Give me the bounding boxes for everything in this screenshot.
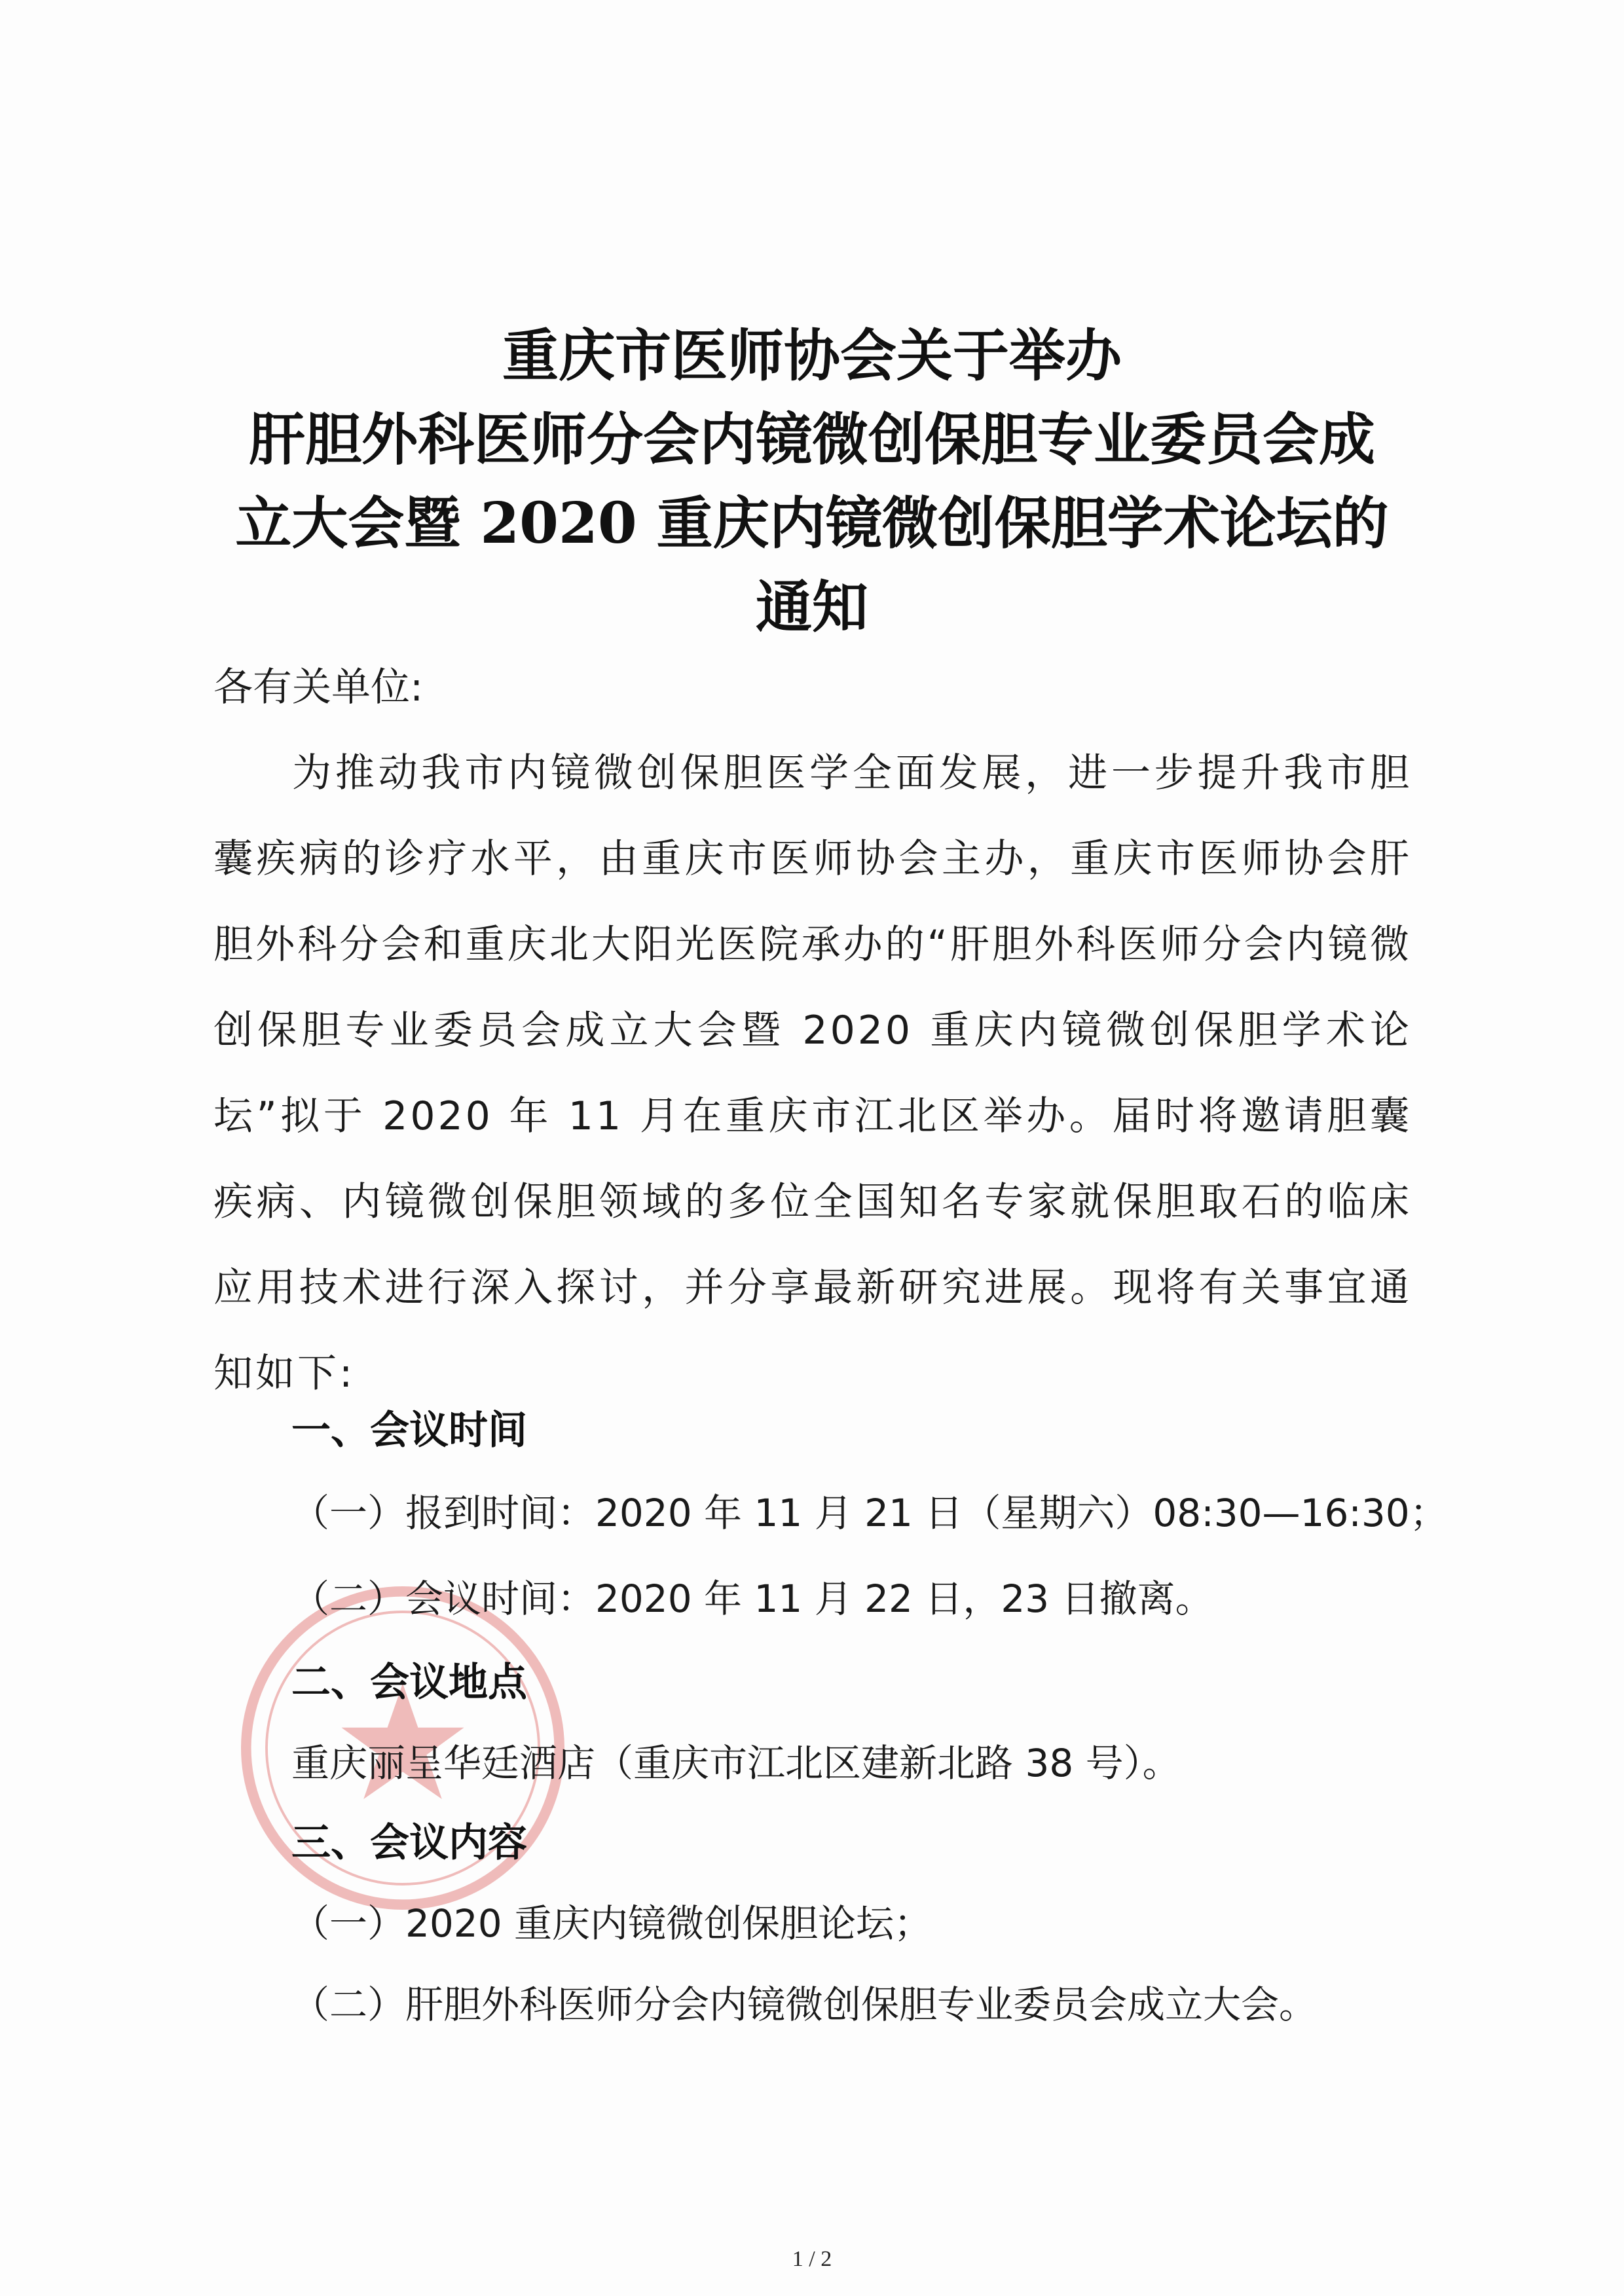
section-item-forum: （一）2020 重庆内镜微创保胆论坛； bbox=[291, 1901, 932, 1946]
salutation: 各有关单位: bbox=[213, 665, 424, 710]
section-item-venue: 重庆丽呈华廷酒店（重庆市江北区建新北路 38 号）。 bbox=[291, 1741, 1181, 1785]
title-line-3: 立大会暨 2020 重庆内镜微创保胆学术论坛的 bbox=[235, 490, 1389, 556]
section-item-founding-meeting: （二）肝胆外科医师分会内镜微创保胆专业委员会成立大会。 bbox=[291, 1982, 1318, 2027]
intro-paragraph: 为推动我市内镜微创保胆医学全面发展，进一步提升我市胆囊疾病的诊疗水平，由重庆市医师协会主办，重庆市医师协会肝胆外科分会和重庆北大阳光医院承办的“肝胆外科医师分会内镜微创保胆专业委员会成立大会暨 2020 重庆内镜微创保胆学术论坛”拟于 2020 年 11 月在重庆市江北区举办。届时将邀请胆囊疾病、内镜微创保胆领域的多位全国知名专家就保胆取石的临床应用技术进行深入探讨，并分享最新研究进展。现将有关事宜通知如下: bbox=[213, 750, 1412, 1396]
page-number: 1 / 2 bbox=[792, 2247, 832, 2271]
title-line-2: 肝胆外科医师分会内镜微创保胆专业委员会成 bbox=[249, 407, 1375, 473]
section-heading-time: 一、会议时间 bbox=[291, 1408, 527, 1453]
notice-title bbox=[196, 314, 1428, 649]
title-line-4: 通知 bbox=[756, 574, 868, 640]
section-heading-location: 二、会议地点 bbox=[291, 1660, 527, 1705]
title-line-1: 重庆市医师协会关于举办 bbox=[502, 323, 1122, 389]
section-heading-content: 三、会议内容 bbox=[291, 1820, 527, 1866]
section-item-meeting-time: （二）会议时间：2020 年 11 月 22 日，23 日撤离。 bbox=[291, 1576, 1213, 1621]
section-item-checkin-time: （一）报到时间：2020 年 11 月 21 日（星期六）08:30—16:30； bbox=[291, 1491, 1448, 1535]
